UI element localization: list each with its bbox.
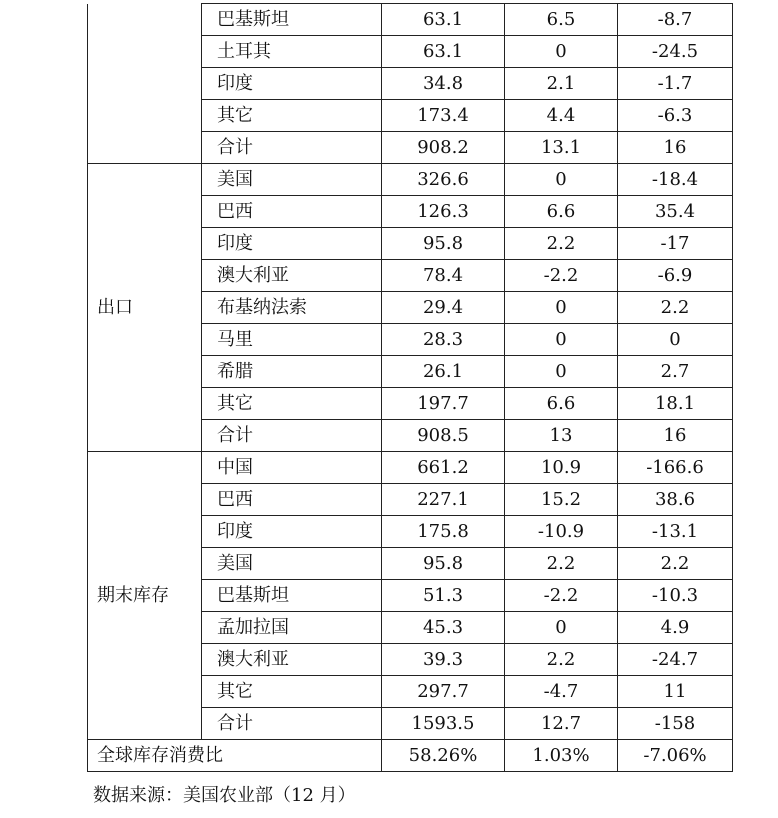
value-cell: 78.4 (382, 260, 505, 292)
country-cell: 其它 (202, 100, 382, 132)
change-cell: 0 (505, 36, 618, 68)
change-cell: 0 (505, 164, 618, 196)
table-row (88, 164, 733, 196)
change-cell: 2.2 (505, 644, 618, 676)
yoy-cell: -17 (618, 228, 733, 260)
value-cell: 175.8 (382, 516, 505, 548)
value-cell: 326.6 (382, 164, 505, 196)
change-cell: 15.2 (505, 484, 618, 516)
change-cell: -4.7 (505, 676, 618, 708)
value-cell: 227.1 (382, 484, 505, 516)
country-cell: 其它 (202, 676, 382, 708)
value-cell: 45.3 (382, 612, 505, 644)
table-row (88, 4, 733, 36)
change-cell: 10.9 (505, 452, 618, 484)
change-cell: 0 (505, 324, 618, 356)
summary-value-cell: -7.06% (618, 740, 733, 772)
yoy-cell: 2.7 (618, 356, 733, 388)
value-cell: 63.1 (382, 36, 505, 68)
change-cell: 2.2 (505, 228, 618, 260)
change-cell: 2.1 (505, 68, 618, 100)
yoy-cell: -24.7 (618, 644, 733, 676)
yoy-cell: -1.7 (618, 68, 733, 100)
yoy-cell: 38.6 (618, 484, 733, 516)
country-cell: 合计 (202, 708, 382, 740)
value-cell: 661.2 (382, 452, 505, 484)
country-cell: 中国 (202, 452, 382, 484)
table-row (88, 452, 733, 484)
yoy-cell: 2.2 (618, 548, 733, 580)
value-cell: 51.3 (382, 580, 505, 612)
country-cell: 巴基斯坦 (202, 4, 382, 36)
yoy-cell: 0 (618, 324, 733, 356)
country-cell: 孟加拉国 (202, 612, 382, 644)
value-cell: 95.8 (382, 228, 505, 260)
change-cell: 0 (505, 612, 618, 644)
yoy-cell: -158 (618, 708, 733, 740)
country-cell: 马里 (202, 324, 382, 356)
yoy-cell: -6.9 (618, 260, 733, 292)
yoy-cell: -18.4 (618, 164, 733, 196)
country-cell: 澳大利亚 (202, 644, 382, 676)
value-cell: 39.3 (382, 644, 505, 676)
yoy-cell: -166.6 (618, 452, 733, 484)
yoy-cell: 4.9 (618, 612, 733, 644)
value-cell: 95.8 (382, 548, 505, 580)
summary-value-cell: 1.03% (505, 740, 618, 772)
country-cell: 其它 (202, 388, 382, 420)
group-label: 期末库存 (88, 452, 202, 740)
value-cell: 126.3 (382, 196, 505, 228)
country-cell: 布基纳法索 (202, 292, 382, 324)
cotton-balance-table (87, 3, 733, 772)
change-cell: 13.1 (505, 132, 618, 164)
summary-label: 全球库存消费比 (88, 740, 382, 772)
value-cell: 1593.5 (382, 708, 505, 740)
country-cell: 澳大利亚 (202, 260, 382, 292)
value-cell: 26.1 (382, 356, 505, 388)
yoy-cell: 16 (618, 132, 733, 164)
value-cell: 34.8 (382, 68, 505, 100)
value-cell: 63.1 (382, 4, 505, 36)
country-cell: 合计 (202, 420, 382, 452)
country-cell: 巴西 (202, 484, 382, 516)
yoy-cell: -13.1 (618, 516, 733, 548)
change-cell: -2.2 (505, 260, 618, 292)
change-cell: 6.6 (505, 388, 618, 420)
country-cell: 巴基斯坦 (202, 580, 382, 612)
change-cell: 0 (505, 292, 618, 324)
change-cell: -10.9 (505, 516, 618, 548)
value-cell: 29.4 (382, 292, 505, 324)
country-cell: 印度 (202, 228, 382, 260)
country-cell: 合计 (202, 132, 382, 164)
value-cell: 297.7 (382, 676, 505, 708)
source-note: 数据来源：美国农业部（12 月） (93, 785, 356, 806)
country-cell: 希腊 (202, 356, 382, 388)
yoy-cell: -10.3 (618, 580, 733, 612)
summary-value-cell: 58.26% (382, 740, 505, 772)
country-cell: 美国 (202, 164, 382, 196)
value-cell: 173.4 (382, 100, 505, 132)
group-label (88, 4, 202, 164)
change-cell: 2.2 (505, 548, 618, 580)
value-cell: 28.3 (382, 324, 505, 356)
change-cell: 6.6 (505, 196, 618, 228)
change-cell: -2.2 (505, 580, 618, 612)
yoy-cell: -24.5 (618, 36, 733, 68)
value-cell: 197.7 (382, 388, 505, 420)
table-body (88, 4, 733, 772)
change-cell: 4.4 (505, 100, 618, 132)
country-cell: 印度 (202, 516, 382, 548)
value-cell: 908.5 (382, 420, 505, 452)
country-cell: 巴西 (202, 196, 382, 228)
change-cell: 13 (505, 420, 618, 452)
country-cell: 美国 (202, 548, 382, 580)
summary-row (88, 740, 733, 772)
yoy-cell: 35.4 (618, 196, 733, 228)
yoy-cell: 18.1 (618, 388, 733, 420)
yoy-cell: -8.7 (618, 4, 733, 36)
group-label: 出口 (88, 164, 202, 452)
country-cell: 土耳其 (202, 36, 382, 68)
change-cell: 0 (505, 356, 618, 388)
yoy-cell: 16 (618, 420, 733, 452)
country-cell: 印度 (202, 68, 382, 100)
change-cell: 6.5 (505, 4, 618, 36)
yoy-cell: -6.3 (618, 100, 733, 132)
yoy-cell: 11 (618, 676, 733, 708)
change-cell: 12.7 (505, 708, 618, 740)
yoy-cell: 2.2 (618, 292, 733, 324)
value-cell: 908.2 (382, 132, 505, 164)
